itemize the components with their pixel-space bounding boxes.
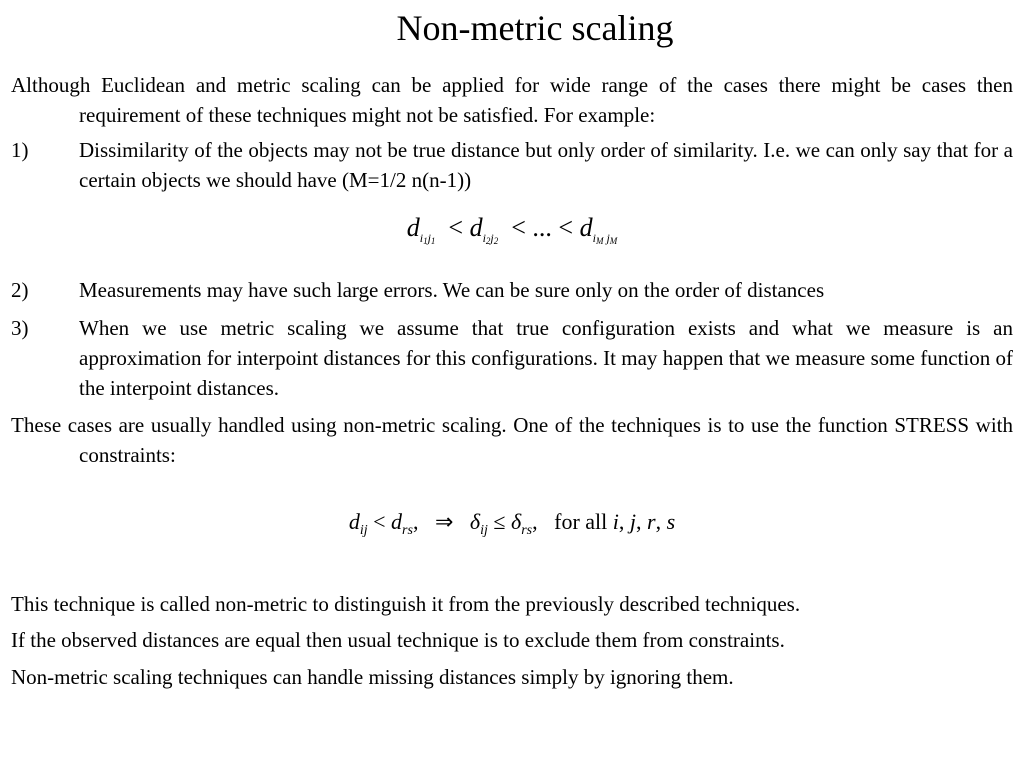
list-item-text: When we use metric scaling we assume that true configuration exists and what we measure is an approximation for interpoint distances for this configurations. It may happen that we measure some function of the interpoint distances. [79,316,1013,400]
list-number: 2) [11,278,29,302]
list-item-text: Dissimilarity of the objects may not be true distance but only order of similarity. I.e. we can only say that for a certain objects we should have (M=1/2 n(n-1)) [79,138,1013,192]
list-item-2 [11,275,1013,305]
intro-paragraph: Although Euclidean and metric scaling can be applied for wide range of the cases there might be cases then requirement of these techniques might not be satisfied. For example: [11,73,1013,127]
list-number: 3) [11,316,29,340]
list-item-text: Measurements may have such large errors. We can be sure only on the order of distances [79,278,825,302]
list-number: 1) [11,138,29,162]
page-title: Non-metric scaling [396,8,674,48]
closing-paragraph-2: If the observed distances are equal then usual technique is to exclude them from constraints. [11,628,785,652]
constraint-formula: $d_{ij} < d_{rs}$, ⇒ $\delta_{ij} \le \delta_{rs}$, for all i, j, r, s [348,509,676,538]
list-item-3 [11,313,1013,403]
handled-paragraph: These cases are usually handled using non-metric scaling. One of the techniques is to use the function STRESS with constraints: [11,413,1013,467]
closing-paragraph-3: Non-metric scaling techniques can handle missing distances simply by ignoring them. [11,665,734,689]
list-item-1 [11,135,1013,195]
closing-paragraph-1: This technique is called non-metric to distinguish it from the previously described techniques. [11,592,801,616]
ordering-formula: $d_{i_1j_1} < d_{i_2j_2}$ < ... < $d_{i_M j_M}$ [406,213,618,246]
